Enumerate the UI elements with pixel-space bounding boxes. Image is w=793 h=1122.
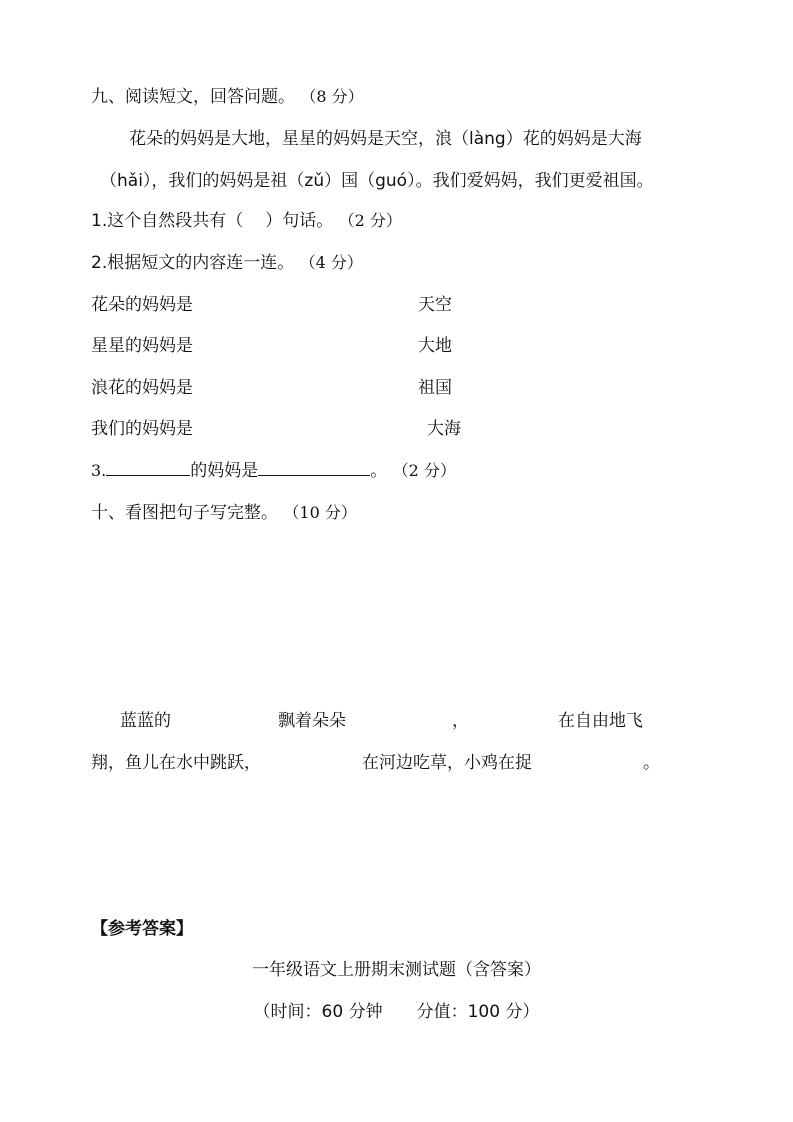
match-left-item: 浪花的妈妈是 — [91, 378, 193, 398]
match-right-item: 大地 — [418, 336, 452, 356]
sentence-part: ， — [452, 711, 469, 731]
sentence-part: 在河边吃草，小鸡在捉 — [362, 753, 532, 773]
match-left-item: 我们的妈妈是 — [91, 419, 193, 439]
section9-score: （8 分） — [300, 87, 364, 106]
question-1 — [91, 209, 402, 233]
question-1-score: （2 分） — [338, 211, 402, 230]
match-right-item: 大海 — [427, 419, 461, 439]
question-1-suffix: ）句话。 — [265, 211, 334, 231]
match-left-item: 星星的妈妈是 — [91, 336, 193, 356]
question-3-score: （2 分） — [392, 461, 456, 480]
section10-heading — [91, 501, 357, 525]
match-left-item: 花朵的妈妈是 — [91, 295, 193, 315]
passage-line-1: 花朵的妈妈是大地，星星的妈妈是天空，浪（làng）花的妈妈是大海 — [129, 129, 642, 149]
sentence-part: 蓝蓝的 — [120, 711, 171, 731]
section10-heading-text: 十、看图把句子写完整。 — [91, 503, 278, 523]
question-3-blank-2[interactable] — [258, 459, 370, 476]
section9-heading-text: 九、阅读短文，回答问题。 — [91, 87, 295, 107]
question-3-middle: 的妈妈是 — [190, 461, 259, 481]
sentence-part: 翔，鱼儿在水中跳跃， — [91, 753, 261, 773]
question-3-blank-1[interactable] — [106, 459, 190, 476]
question-3-end: 。 — [370, 461, 388, 481]
answers-title: 一年级语文上册期末测试题（含答案） — [252, 960, 541, 980]
question-2-text: 2.根据短文的内容连一连。 — [91, 253, 295, 273]
question-2 — [91, 251, 363, 275]
question-3-number: 3. — [91, 461, 107, 480]
match-right-item: 祖国 — [418, 378, 452, 398]
answers-label: 【参考答案】 — [91, 919, 193, 939]
sentence-part: 在自由地飞 — [558, 711, 643, 731]
section10-score: （10 分） — [283, 503, 357, 522]
match-right-item: 天空 — [418, 295, 452, 315]
sentence-part: 飘着朵朵 — [278, 711, 346, 731]
sentence-part: 。 — [643, 753, 660, 773]
section9-heading — [91, 85, 364, 109]
answers-subtitle: （时间：60 分钟 分值：100 分） — [253, 1002, 540, 1022]
question-2-score: （4 分） — [299, 253, 363, 272]
question-1-prefix: 1.这个自然段共有（ — [91, 211, 244, 231]
question-3 — [91, 459, 456, 483]
passage-line-2: （hǎi），我们的妈妈是祖（zǔ）国（guó）。我们爱妈妈，我们更爱祖国。 — [100, 171, 654, 191]
